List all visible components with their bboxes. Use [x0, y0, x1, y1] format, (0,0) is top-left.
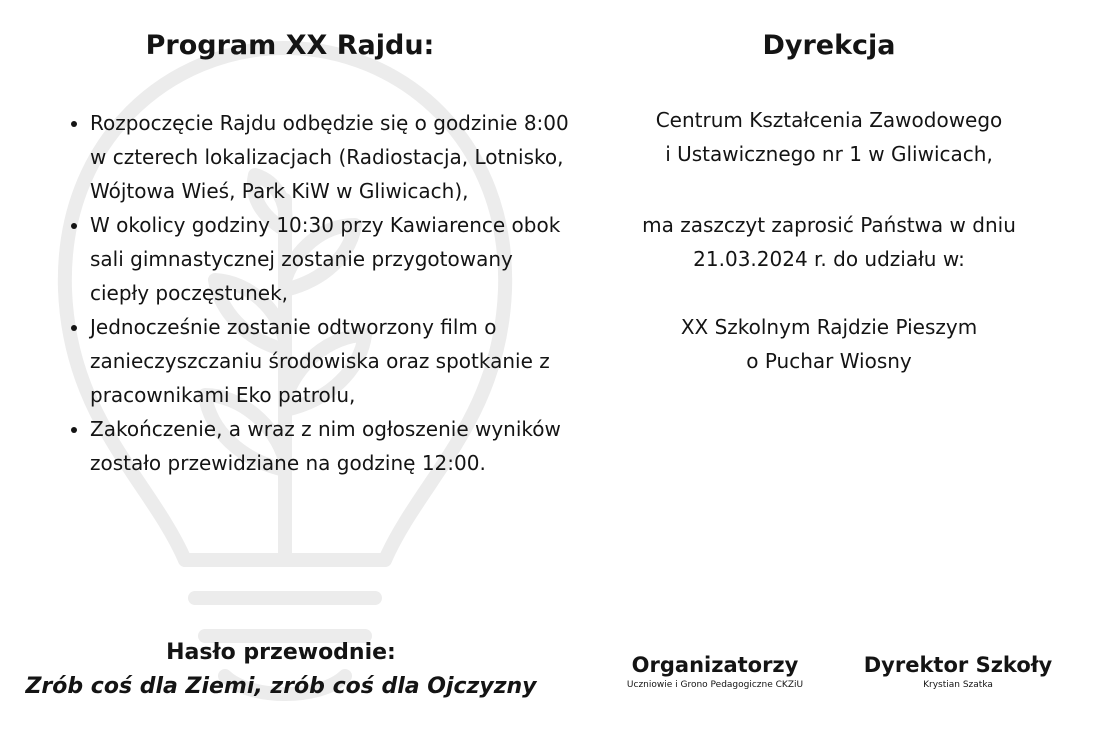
invite-line: 21.03.2024 r. do udziału w:: [693, 247, 965, 271]
program-list: [52, 106, 570, 480]
program-title: Program XX Rajdu:: [145, 30, 435, 61]
invite-line: ma zaszczyt zaprosić Państwa w dniu: [642, 213, 1016, 237]
motto-heading: Hasło przewodnie:: [166, 640, 396, 665]
institution-line: i Ustawicznego nr 1 w Gliwicach,: [665, 142, 993, 166]
program-item: • Rozpoczęcie Rajdu odbędzie się o godzinie 8:00 w czterech lokalizacjach (Radiostacja, Lotnisko, Wójtowa Wieś, Park KiW w Gliwicach),: [90, 106, 570, 208]
program-item: • W okolicy godziny 10:30 przy Kawiarence obok sali gimnastycznej zostanie przygotowany ciepły poczęstunek,: [90, 208, 570, 310]
director-signature: [850, 652, 1066, 690]
director-subtitle: Krystian Szatka: [923, 680, 993, 690]
institution-line: Centrum Kształcenia Zawodowego: [655, 108, 1003, 132]
motto-text: Zrób coś dla Ziemi, zrób coś dla Ojczyzny: [25, 674, 537, 699]
organizers-subtitle: Uczniowie i Grono Pedagogiczne CKZiU: [626, 680, 804, 690]
invitation-title: Dyrekcja: [762, 30, 896, 61]
organizers-title: Organizatorzy: [631, 653, 799, 677]
program-item: • Zakończenie, a wraz z nim ogłoszenie wyników zostało przewidziane na godzinę 12:00.: [90, 412, 570, 480]
event-text: [590, 310, 1068, 378]
invitation-section: [590, 0, 1114, 729]
organizers-signature: [590, 652, 840, 690]
program-item: • Jednocześnie zostanie odtworzony film o zanieczyszczaniu środowiska oraz spotkanie z pracownikami Eko patrolu,: [90, 310, 570, 412]
institution-text: [590, 103, 1068, 171]
invite-text: [590, 208, 1068, 276]
event-line: XX Szkolnym Rajdzie Pieszym: [680, 315, 978, 339]
director-title: Dyrektor Szkoły: [863, 653, 1053, 677]
event-line: o Puchar Wiosny: [746, 349, 912, 373]
